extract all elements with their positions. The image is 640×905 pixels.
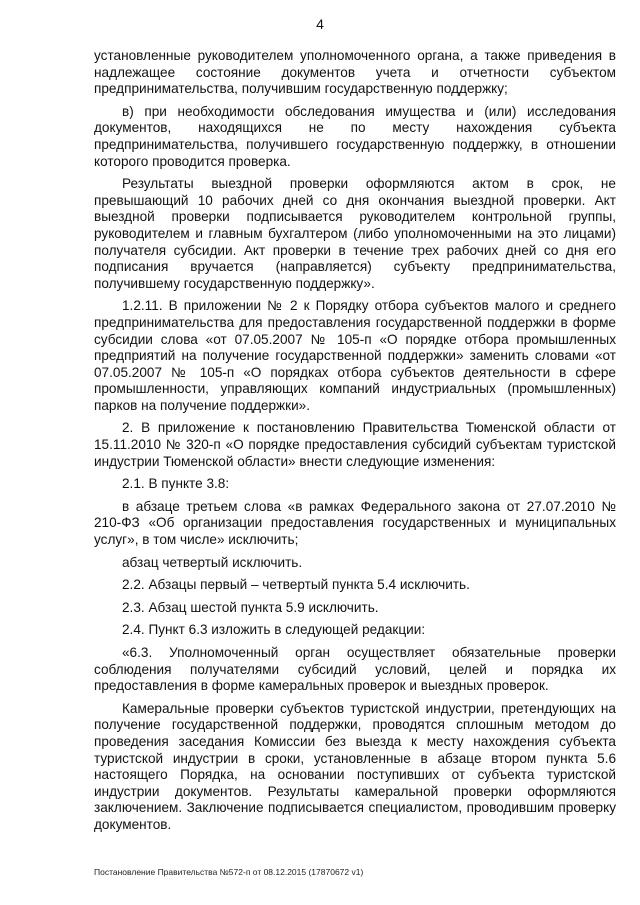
- paragraph-9: 2.2. Абзацы первый – четвертый пункта 5.4 исключить.: [122, 577, 470, 593]
- paragraph-2: в) при необходимости обследования имущества и (или) исследования документов, находящихся не по месту нахождения субъекта предпринимательства, получившего государственную поддержку, в отношении которого проводится проверка.: [94, 103, 616, 169]
- paragraph-10: 2.3. Абзац шестой пункта 5.9 исключить.: [122, 599, 379, 615]
- page-number: 4: [316, 16, 324, 32]
- paragraph-4: 1.2.11. В приложении № 2 к Порядку отбора субъектов малого и среднего предпринимательства для предоставления государственной поддержки в форме субсидии слова «от 07.05.2007 № 105-п «О порядке отбора промышленных предприятий на получение государственной поддержки» заменить словами «от 07.05.2007 № 105-п «О порядках отбора субъектов деятельности в сфере промышленности, управляющих компаний индустриальных (промышленных) парков на получение поддержки».: [94, 298, 616, 413]
- paragraph-1: установленные руководителем уполномоченного органа, а также приведения в надлежащее состояние документов учета и отчетности субъектом предпринимательства, получившим государственную поддержку;: [94, 48, 616, 97]
- paragraph-3: Результаты выездной проверки оформляются актом в срок, не превышающий 10 рабочих дней со дня окончания выездной проверки. Акт выездной проверки подписывается руководителем контрольной группы, руководителем и главным бухгалтером (либо уполномоченными на это лицами) получателя субсидии. Акт проверки в течение трех рабочих дней со дня его подписания вручается (направляется) субъекту предпринимательства, получившему государственную поддержку».: [94, 176, 616, 291]
- paragraph-7: в абзаце третьем слова «в рамках Федерального закона от 27.07.2010 № 210-ФЗ «Об организации предоставления государственных и муниципальных услуг», в том числе» исключить;: [94, 498, 616, 548]
- paragraph-6: 2.1. В пункте 3.8:: [122, 476, 230, 492]
- paragraph-13: Камеральные проверки субъектов туристской индустрии, претендующих на получение государственной поддержки, проводятся сплошным методом до проведения заседания Комиссии без выезда к месту нахождения субъекта туристской индустрии в сроки, установленные в абзаце втором пункта 5.6 настоящего Порядка, на основании поступивших от субъекта туристской индустрии документов. Результаты камеральной проверки оформляются заключением. Заключение подписывается специалистом, проводившим проверку документов.: [94, 700, 616, 832]
- document-footer: Постановление Правительства №572-п от 08.12.2015 (17870672 v1): [94, 867, 364, 877]
- paragraph-8: абзац четвертый исключить.: [122, 554, 303, 570]
- document-body: [94, 48, 616, 840]
- paragraph-12: «6.3. Уполномоченный орган осуществляет обязательные проверки соблюдения получателями субсидий условий, целей и порядка их предоставления в форме камеральных проверок и выездных проверок.: [94, 645, 616, 694]
- paragraph-5: 2. В приложение к постановлению Правительства Тюменской области от 15.11.2010 № 320-п «О порядке предоставления субсидий субъектам туристской индустрии Тюменской области» внести следующие изменения:: [94, 420, 616, 469]
- paragraph-11: 2.4. Пункт 6.3 изложить в следующей редакции:: [122, 622, 426, 638]
